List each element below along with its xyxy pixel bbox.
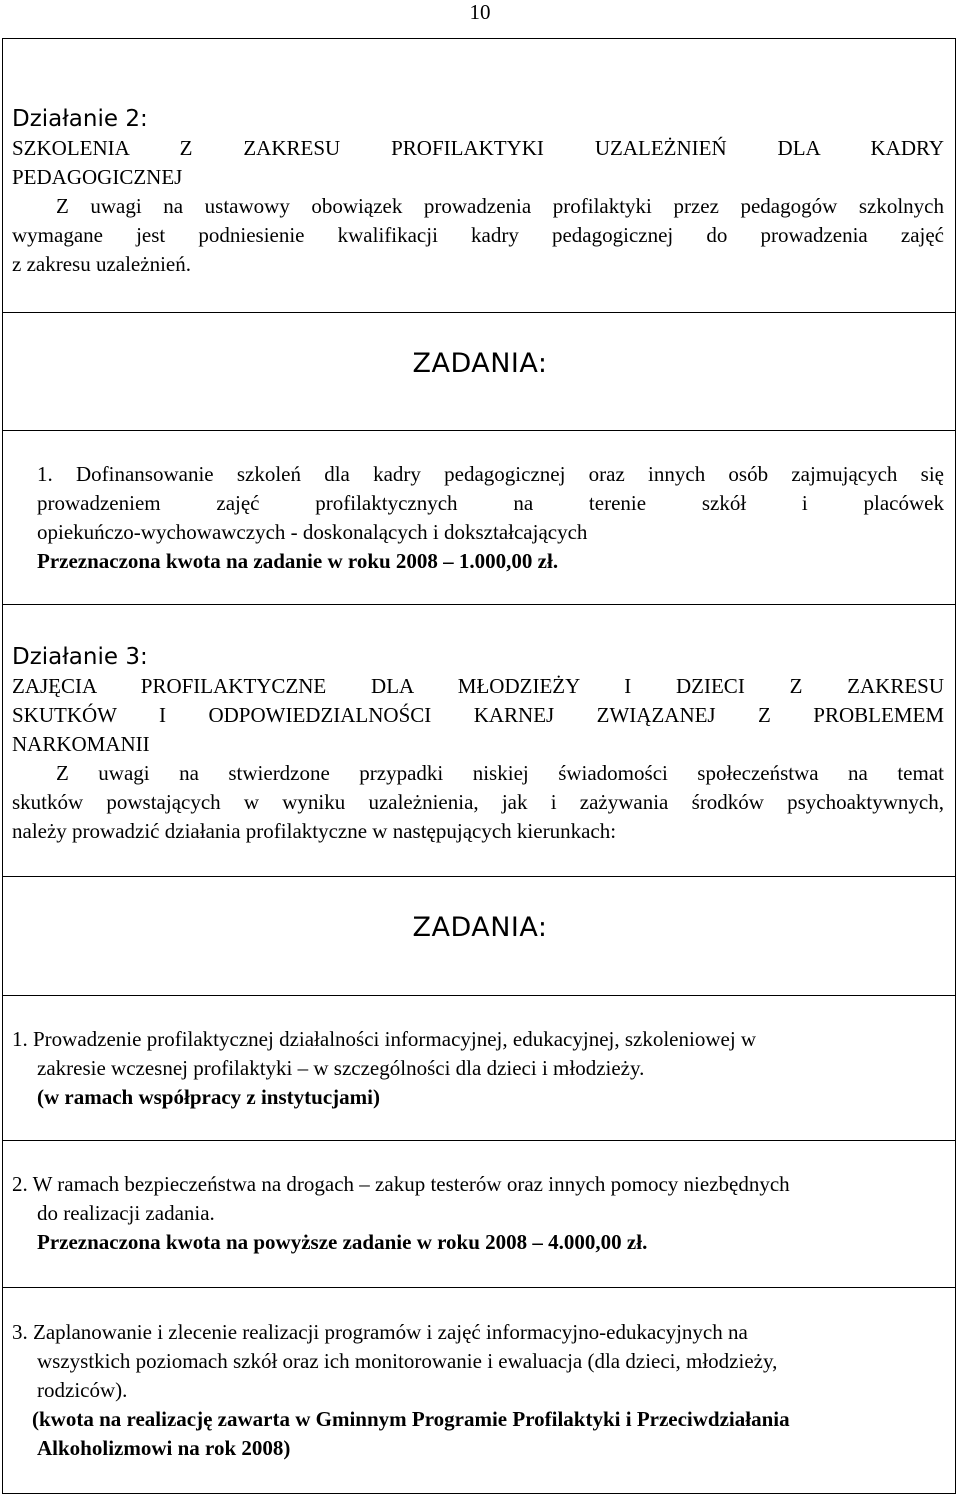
section2-task1-line3: opiekuńczo-wychowawczych - doskonalących i dokształcających: [37, 520, 588, 544]
section2-subtitle-line1: SZKOLENIA Z ZAKRESU PROFILAKTYKI UZALEŻNIEŃ DLA KADRY: [12, 136, 944, 160]
section3-body-line2: skutków powstających w wyniku uzależnienia, jak i zażywania środków psychoaktywnych,: [12, 790, 944, 814]
row-divider: [2, 312, 956, 313]
section3-task3-note-line2: Alkoholizmowi na rok 2008): [37, 1436, 291, 1460]
section2-task1-line2: prowadzeniem zajęć profilaktycznych na terenie szkół i placówek: [37, 491, 944, 515]
section3-task3: [12, 1318, 944, 1463]
row-divider: [2, 1140, 956, 1141]
section2-body-line2: wymagane jest podniesienie kwalifikacji kadry pedagogicznej do prowadzenia zajęć: [12, 223, 944, 247]
section3-subtitle-line1: ZAJĘCIA PROFILAKTYCZNE DLA MŁODZIEŻY I DZIECI Z ZAKRESU: [12, 674, 944, 698]
section3-header: [12, 642, 944, 846]
section2-task1-line1: 1. Dofinansowanie szkoleń dla kadry pedagogicznej oraz innych osób zajmujących się: [37, 462, 944, 486]
section3-task3-line3: rodziców).: [37, 1378, 128, 1402]
row-divider: [2, 876, 956, 877]
page-number: 10: [469, 0, 491, 24]
section3-task2-line1: 2. W ramach bezpieczeństwa na drogach – zakup testerów oraz innych pomocy niezbędnych: [12, 1172, 790, 1196]
section2-title: Działanie 2:: [12, 106, 148, 132]
section2-tasks-label: ZADANIA:: [412, 348, 548, 379]
section3-body-line3: należy prowadzić działania profilaktyczne w następujących kierunkach:: [12, 819, 617, 843]
section3-task1-note: (w ramach współpracy z instytucjami): [37, 1085, 380, 1109]
section3-task3-note-line1: (kwota na realizację zawarta w Gminnym Programie Profilaktyki i Przeciwdziałania: [32, 1407, 790, 1431]
section3-subtitle-line2: SKUTKÓW I ODPOWIEDZIALNOŚCI KARNEJ ZWIĄZANEJ Z PROBLEMEM: [12, 703, 944, 727]
section2-task1-amount: Przeznaczona kwota na zadanie w roku 2008 – 1.000,00 zł.: [37, 549, 559, 573]
row-divider: [2, 1287, 956, 1288]
section3-task2-amount: Przeznaczona kwota na powyższe zadanie w roku 2008 – 4.000,00 zł.: [37, 1230, 648, 1254]
section3-task2-line2: do realizacji zadania.: [37, 1201, 215, 1225]
section3-task1-line1: 1. Prowadzenie profilaktycznej działalności informacyjnej, edukacyjnej, szkoleniowej w: [12, 1027, 757, 1051]
row-divider: [2, 995, 956, 996]
row-divider: [2, 604, 956, 605]
section3-task3-line2: wszystkich poziomach szkół oraz ich monitorowanie i ewaluacja (dla dzieci, młodzieży,: [37, 1349, 778, 1373]
section3-task3-line1: 3. Zaplanowanie i zlecenie realizacji programów i zajęć informacyjno-edukacyjnych na: [12, 1320, 748, 1344]
row-divider: [2, 430, 956, 431]
section3-task2: [12, 1170, 944, 1257]
section2-subtitle-line2: PEDAGOGICZNEJ: [12, 165, 183, 189]
section3-task1-line2: zakresie wczesnej profilaktyki – w szczególności dla dzieci i młodzieży.: [37, 1056, 645, 1080]
section3-tasks-label: ZADANIA:: [412, 912, 548, 943]
section3-title: Działanie 3:: [12, 644, 148, 670]
section3-task1: [12, 1025, 944, 1112]
section2-body-line3: z zakresu uzależnień.: [12, 252, 191, 276]
section2-header: [12, 104, 944, 279]
section3-body-line1: Z uwagi na stwierdzone przypadki niskiej świadomości społeczeństwa na temat: [56, 761, 944, 785]
section2-task1: [12, 460, 944, 576]
section3-subtitle-line3: NARKOMANII: [12, 732, 150, 756]
section2-body-line1: Z uwagi na ustawowy obowiązek prowadzenia profilaktyki przez pedagogów szkolnych: [56, 194, 944, 218]
